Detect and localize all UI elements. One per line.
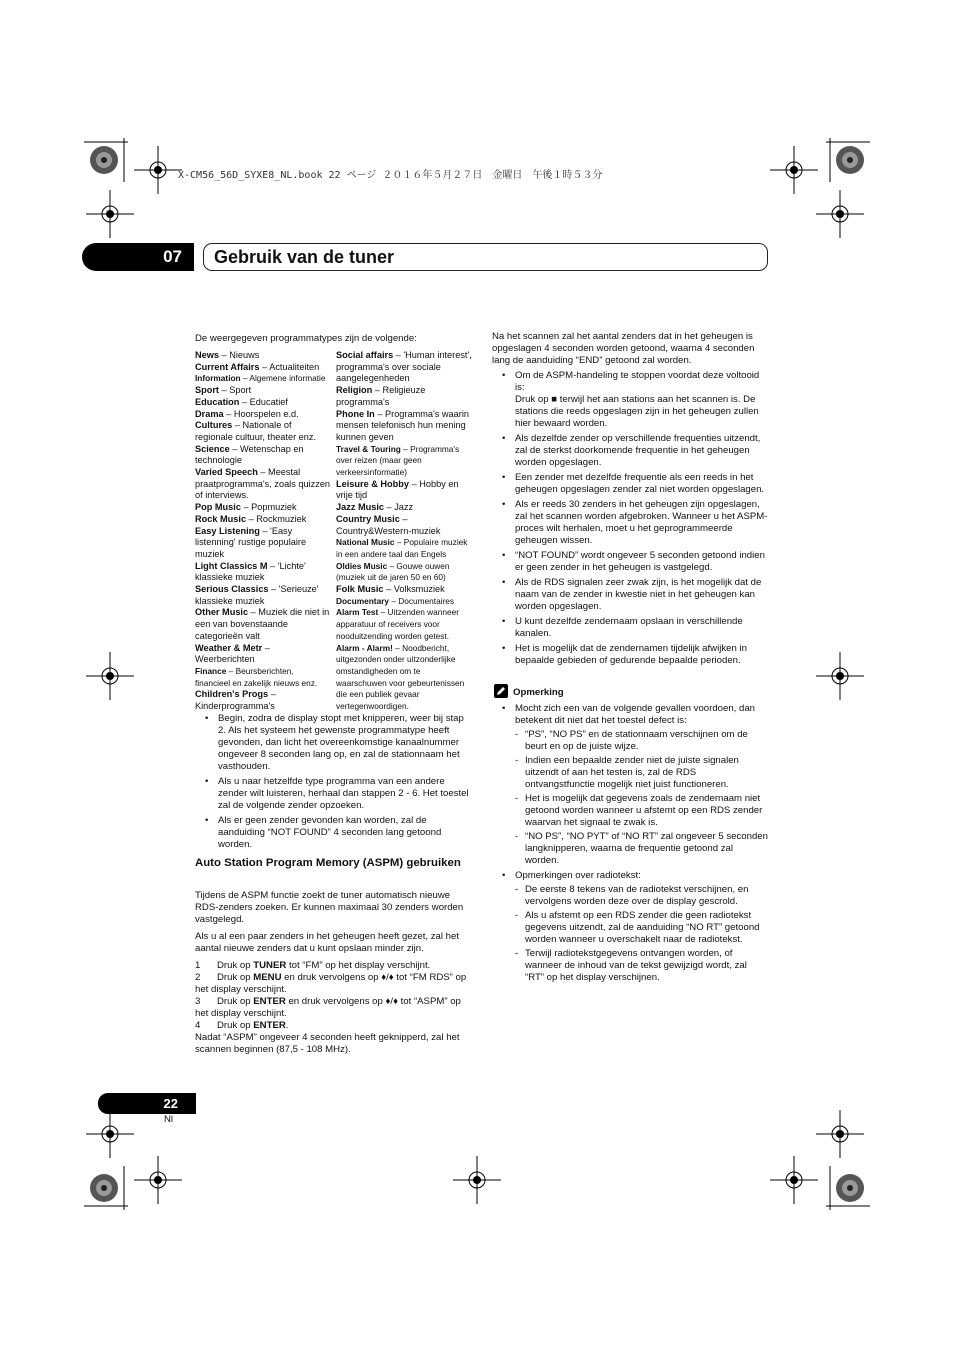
program-type-entry bbox=[336, 444, 472, 479]
program-type-description: – Documentaires bbox=[389, 595, 455, 606]
step-number: 2 bbox=[195, 972, 201, 983]
program-type-name: Rock Music bbox=[195, 513, 247, 524]
program-type-entry bbox=[195, 444, 331, 467]
registration-crosshair-icon bbox=[134, 1156, 182, 1204]
program-type-entry bbox=[195, 362, 331, 374]
program-type-description: – Rockmuziek bbox=[246, 513, 307, 524]
program-type-entry bbox=[195, 385, 331, 397]
program-type-entry bbox=[195, 350, 331, 362]
left-bullet-list bbox=[195, 713, 473, 854]
program-type-entry bbox=[195, 561, 331, 584]
program-type-description: – Algemene informatie bbox=[240, 373, 326, 384]
registration-crosshair-icon bbox=[86, 1110, 134, 1158]
program-type-description: – Religieuze programma's bbox=[336, 385, 426, 407]
program-type-description: – 'Lichte' klassieke muziek bbox=[195, 560, 306, 583]
step-text: Druk op bbox=[217, 960, 254, 971]
program-type-name: Serious Classics bbox=[195, 584, 269, 595]
program-type-name: Finance bbox=[195, 665, 227, 676]
program-type-name: Sport bbox=[195, 385, 219, 396]
program-type-name: Children's Progs bbox=[195, 689, 269, 700]
program-type-name: Oldies Music bbox=[336, 560, 388, 571]
step-key: TUNER bbox=[253, 960, 287, 971]
sub-list-item: - “NO PS”, “NO PYT” of “NO RT” zal ongeveer 5 seconden langknipperen, waarna de frequentie getoond zal worden. bbox=[515, 831, 768, 867]
aspm-steps bbox=[195, 960, 473, 1032]
program-type-entry bbox=[195, 420, 331, 443]
program-type-entry bbox=[195, 584, 331, 607]
program-type-name: National Music bbox=[336, 537, 395, 548]
page-language-label: Nl bbox=[164, 1114, 174, 1125]
step-text: Druk op bbox=[217, 1020, 254, 1031]
print-starburst-icon bbox=[84, 138, 128, 182]
note-text: Opmerkingen over radiotekst: bbox=[515, 870, 641, 881]
program-type-entry bbox=[336, 537, 472, 560]
list-item: • Als er geen zender gevonden kan worden, zal de aanduiding “NOT FOUND” 4 seconden lang getoond worden. bbox=[195, 815, 473, 851]
program-type-description: – Actualiteiten bbox=[259, 361, 320, 372]
print-job-info: X-CM56_56D_SYXE8_NL.book 22 ページ ２０１６年５月２７日 金曜日 午後１時５３分 bbox=[178, 170, 603, 181]
program-type-name: Science bbox=[195, 443, 230, 454]
step-key: ENTER bbox=[253, 996, 286, 1007]
note-heading bbox=[494, 684, 564, 698]
program-type-entry bbox=[195, 397, 331, 409]
registration-crosshair-icon bbox=[816, 652, 864, 700]
program-type-name: Light Classics M bbox=[195, 560, 268, 571]
page-number-badge: 22 bbox=[98, 1093, 196, 1114]
list-item: • Als de RDS signalen zeer zwak zijn, is het mogelijk dat de naam van de zender in kwestie niet in het geheugen kan worden opgeslagen. bbox=[492, 577, 768, 613]
program-type-name: Folk Music bbox=[336, 584, 384, 595]
list-item: • Het is mogelijk dat de zendernamen tijdelijk afwijken in bepaalde gebieden of gedurende bepaalde perioden. bbox=[492, 643, 768, 667]
program-type-entry bbox=[336, 385, 472, 408]
program-type-description: – Country&Western-muziek bbox=[336, 513, 441, 536]
program-type-entry bbox=[336, 502, 472, 514]
step-text: tot “FM” op het display verschijnt. bbox=[286, 960, 431, 971]
program-type-name: Religion bbox=[336, 385, 373, 396]
note-text: Mocht zich een van de volgende gevallen voordoen, dan betekent dit niet dat het toestel defect is: bbox=[515, 703, 756, 726]
program-type-description: – 'Serieuze' klassieke muziek bbox=[195, 584, 319, 606]
aspm-step bbox=[195, 972, 473, 996]
program-type-description: – Nieuws bbox=[219, 350, 260, 360]
program-type-name: Jazz Music bbox=[336, 502, 384, 513]
list-item: • Als dezelfde zender op verschillende frequenties uitzendt, zal de sterkst doorkomende frequentie in het geheugen worden opgeslagen. bbox=[492, 433, 768, 469]
program-type-name: Pop Music bbox=[195, 502, 241, 513]
list-item bbox=[492, 703, 768, 867]
program-type-name: News bbox=[195, 350, 220, 360]
program-type-description: – Muziek die niet in een van bovenstaande categorieën valt bbox=[195, 607, 330, 641]
program-type-entry bbox=[336, 409, 472, 444]
list-item: • Als er reeds 30 zenders in het geheugen zijn opgeslagen, zal het scannen worden afgebroken. Wanneer u het ASPM-proces wilt herhalen, moet u het geprogrammeerde geheugen wissen. bbox=[492, 499, 768, 547]
registration-crosshair-icon bbox=[453, 1156, 501, 1204]
program-type-entry bbox=[195, 607, 331, 642]
program-type-name: Weather & Metr bbox=[195, 642, 263, 653]
step-number: 4 bbox=[195, 1020, 201, 1031]
print-starburst-icon bbox=[826, 138, 870, 182]
program-type-name: Current Affairs bbox=[195, 361, 260, 372]
aspm-step bbox=[195, 1020, 473, 1032]
note-title: Opmerking bbox=[513, 687, 564, 698]
program-type-entry bbox=[336, 514, 472, 537]
aspm-step bbox=[195, 996, 473, 1020]
aspm-step bbox=[195, 960, 473, 972]
step-number: 3 bbox=[195, 996, 201, 1007]
program-type-description: – Programma's waarin mensen telefonisch hun mening kunnen geven bbox=[336, 408, 469, 442]
program-type-entry bbox=[195, 373, 331, 385]
sub-list-item: - Als u afstemt op een RDS zender die geen radiotekst gegevens uitzendt, zal de aanduiding “NO RT” getoond worden wanneer u overschakelt naar de radiotekst. bbox=[515, 910, 768, 946]
step-key: MENU bbox=[253, 972, 282, 983]
program-type-description: – Beursberichten, financieel en zakelijk nieuws enz. bbox=[195, 665, 318, 688]
list-item: • U kunt dezelfde zendernaam opslaan in verschillende kanalen. bbox=[492, 616, 768, 640]
program-type-description: – Programma's over reizen (maar geen verkeersinformatie) bbox=[336, 443, 460, 478]
program-type-entry bbox=[336, 479, 472, 502]
step-text: en druk vervolgens op ♦/♦ tot “FM RDS” op het display verschijnt. bbox=[195, 972, 467, 995]
list-item: • “NOT FOUND” wordt ongeveer 5 seconden getoond indien er geen zender in het geheugen is vastgelegd. bbox=[492, 550, 768, 574]
sub-list-item: - Het is mogelijk dat gegevens zoals de zendernaam niet getoond worden wanneer u afstemt op een RDS zender waarvan het signaal te zwak is. bbox=[515, 793, 768, 829]
list-item: • Begin, zodra de display stopt met knipperen, weer bij stap 2. Als het systeem het gewenste programmatype heeft gevonden, dan licht het overeenkomstige kanaalnummer ongeveer 8 seconden lang op, en zal de stationnaam het vasthouden. bbox=[195, 713, 473, 773]
chapter-title: Gebruik van de tuner bbox=[203, 243, 768, 271]
program-type-description: – Nationale of regionale cultuur, theater enz. bbox=[195, 420, 317, 442]
sub-list-item: - Indien een bepaalde zender niet de juiste signalen uitzendt of aan het testen is, zal de RDS ontvangstfunctie mogelijk niet juist functioneren. bbox=[515, 755, 768, 791]
registration-crosshair-icon bbox=[770, 1156, 818, 1204]
program-types-column-2 bbox=[336, 350, 472, 713]
program-type-entry bbox=[195, 502, 331, 514]
program-type-description: – Weerberichten bbox=[195, 642, 270, 665]
program-type-description: – Gouwe ouwen (muziek uit de jaren 50 en 60) bbox=[336, 560, 450, 583]
program-type-entry bbox=[336, 584, 472, 596]
program-type-name: Cultures bbox=[195, 420, 233, 431]
step-text: Druk op bbox=[217, 996, 254, 1007]
list-item bbox=[492, 870, 768, 984]
sub-list-item: - De eerste 8 tekens van de radiotekst verschijnen, en vervolgens worden deze over de display gescrold. bbox=[515, 884, 768, 908]
registration-crosshair-icon bbox=[770, 146, 818, 194]
sub-list-item: - “PS”, “NO PS” en de stationnaam verschijnen om de beurt en op de juiste wijze. bbox=[515, 729, 768, 753]
program-type-name: Information bbox=[195, 373, 241, 384]
registration-crosshair-icon bbox=[816, 1110, 864, 1158]
scan-result-paragraph: Na het scannen zal het aantal zenders dat in het geheugen is opgeslagen 4 seconden worden getoond, waarna 4 seconden lang de aanduiding “END” getoond zal worden. bbox=[492, 331, 755, 366]
sub-list-item: - Terwijl radiotekstgegevens ontvangen worden, of wanneer de inhoud van de tekst gewijzigd wordt, zal “RT” op het display verschijnen. bbox=[515, 948, 768, 984]
program-type-description: – Hoorspelen e.d. bbox=[223, 408, 299, 419]
program-type-name: Varied Speech bbox=[195, 467, 258, 478]
print-starburst-icon bbox=[84, 1166, 128, 1210]
registration-crosshair-icon bbox=[86, 652, 134, 700]
program-type-name: Other Music bbox=[195, 607, 249, 618]
program-type-entry bbox=[336, 607, 472, 642]
aspm-heading: Auto Station Program Memory (ASPM) gebruiken bbox=[195, 857, 461, 869]
program-types-intro: De weergegeven programmatypes zijn de volgende: bbox=[195, 333, 417, 344]
program-type-name: Phone In bbox=[336, 408, 375, 419]
program-type-entry bbox=[195, 526, 331, 561]
list-item: • Om de ASPM-handeling te stoppen voordat deze voltooid is: Druk op ■ terwijl het aan stations aan het scannen is. De stations die reeds opgeslagen zijn in het geheugen zullen hier bewaard worden. bbox=[492, 370, 768, 430]
program-type-description: – Sport bbox=[219, 385, 252, 396]
aspm-paragraph: Nadat “ASPM” ongeveer 4 seconden heeft geknipperd, zal het scannen beginnen (87,5 - 108 MHz). bbox=[195, 1032, 460, 1055]
program-type-description: – Meestal praatprogramma's, zoals quizzen of interviews. bbox=[195, 467, 331, 501]
program-type-description: – Uitzenden wanneer apparatuur of receivers voor nooduitzending worden getest. bbox=[336, 607, 459, 641]
program-type-entry bbox=[336, 561, 472, 584]
program-type-entry bbox=[336, 643, 472, 713]
program-type-description: – Jazz bbox=[384, 502, 414, 513]
aspm-paragraph: Als u al een paar zenders in het geheugen heeft gezet, zal het aantal nieuwe zenders dat u kunt opslaan minder zijn. bbox=[195, 931, 460, 954]
program-type-entry bbox=[195, 643, 331, 666]
program-type-entry bbox=[336, 350, 472, 385]
program-type-entry bbox=[195, 666, 331, 689]
program-type-name: Leisure & Hobby bbox=[336, 478, 410, 489]
step-text: en druk vervolgens op ♦/♦ tot “ASPM” op het display verschijnt. bbox=[195, 996, 461, 1019]
program-type-description: – Popmuziek bbox=[240, 502, 297, 513]
program-type-name: Country Music bbox=[336, 513, 400, 524]
program-type-description: – Kinderprogramma's bbox=[195, 689, 276, 712]
program-type-name: Alarm - Alarm! bbox=[336, 642, 393, 653]
program-type-entry bbox=[195, 409, 331, 421]
program-type-name: Social affairs bbox=[336, 350, 394, 360]
program-type-name: Travel & Touring bbox=[336, 443, 401, 454]
step-number: 1 bbox=[195, 960, 201, 971]
program-type-description: – Volksmuziek bbox=[383, 584, 445, 595]
program-types-column-1 bbox=[195, 350, 331, 713]
step-text: . bbox=[285, 1020, 289, 1031]
step-key: ENTER bbox=[253, 1020, 286, 1031]
right-bullet-list bbox=[492, 370, 768, 670]
registration-crosshair-icon bbox=[816, 190, 864, 238]
note-list bbox=[492, 703, 768, 987]
program-type-description: – Hobby en vrije tijd bbox=[336, 478, 459, 501]
step-text: Druk op bbox=[217, 972, 254, 983]
program-type-name: Documentary bbox=[336, 595, 390, 606]
program-type-description: – 'Human interest', programma's over sociale aangelegenheden bbox=[336, 350, 472, 384]
program-type-name: Education bbox=[195, 396, 240, 407]
program-type-name: Drama bbox=[195, 408, 224, 419]
aspm-paragraph: Tijdens de ASPM functie zoekt de tuner automatisch nieuwe RDS-zenders zoeken. Er kunnen maximaal 30 zenders worden vastgelegd. bbox=[195, 890, 464, 925]
list-item: • Als u naar hetzelfde type programma van een andere zender wilt luisteren, herhaal dan stappen 2 - 6. Het toestel zal de volgende zender opzoeken. bbox=[195, 776, 473, 812]
list-item: • Een zender met dezelfde frequentie als een reeds in het geheugen opgeslagen zender zal niet worden opgeslagen. bbox=[492, 472, 768, 496]
aspm-section bbox=[195, 890, 473, 1061]
program-type-name: Alarm Test bbox=[336, 607, 379, 618]
program-type-entry bbox=[195, 514, 331, 526]
program-type-description: – 'Easy listenning' rustige populaire muziek bbox=[195, 525, 307, 559]
program-type-description: – Wetenschap en technologie bbox=[195, 443, 304, 466]
chapter-number-badge: 07 bbox=[82, 243, 194, 271]
program-type-entry bbox=[195, 467, 331, 502]
program-type-entry bbox=[336, 596, 472, 608]
program-type-entry bbox=[195, 689, 331, 712]
program-type-description: – Noodbericht, uitgezonden onder uitzonderlijke omstandigheden om te waarschuwen voor gebeurtenissen die een publiek gevaar vertegenwoordigen. bbox=[336, 642, 465, 712]
program-type-description: – Educatief bbox=[239, 396, 288, 407]
program-type-description: – Populaire muziek in een andere taal dan Engels bbox=[336, 537, 468, 559]
note-pencil-icon bbox=[494, 684, 508, 698]
program-type-name: Easy Listening bbox=[195, 525, 260, 536]
registration-crosshair-icon bbox=[86, 190, 134, 238]
registration-crosshair-icon bbox=[134, 146, 182, 194]
print-starburst-icon bbox=[826, 1166, 870, 1210]
